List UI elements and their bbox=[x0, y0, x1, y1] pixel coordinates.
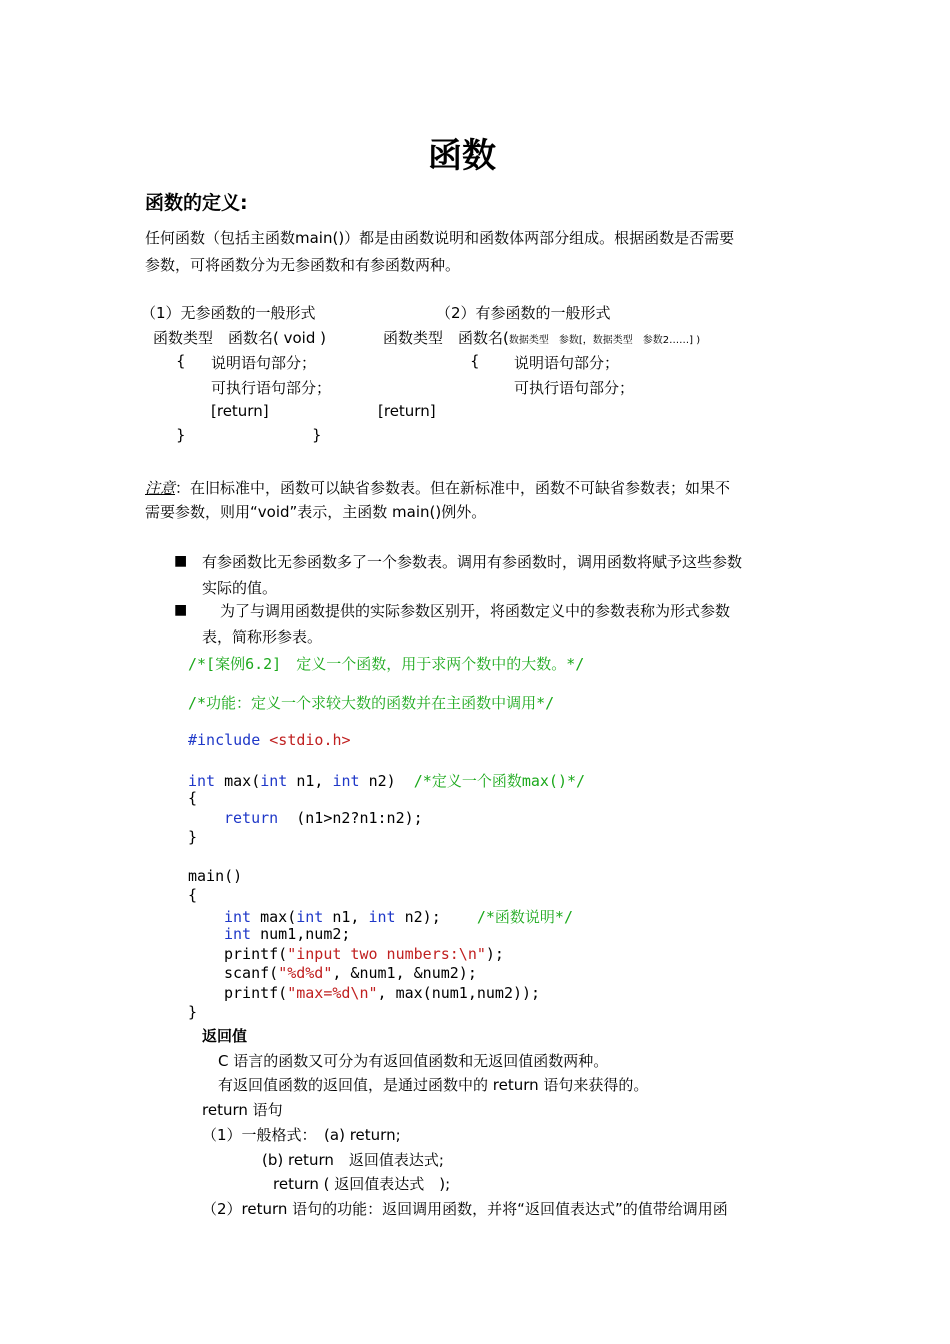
code-token: max( bbox=[260, 908, 297, 926]
bullet-1-line-1: 有参函数比无参函数多了一个参数表。调用有参函数时，调用函数将赋予这些参数 bbox=[202, 553, 743, 571]
bullet-2-line-1: 为了与调用函数提供的实际参数区别开，将函数定义中的参数表称为形式参数 bbox=[220, 602, 731, 620]
return-format-b: (b) return 返回值表达式; bbox=[262, 1151, 444, 1169]
form-left-open-brace: { bbox=[176, 352, 186, 370]
code-kw-int: int bbox=[296, 908, 324, 926]
bullet-1-line-2: 实际的值。 bbox=[202, 579, 278, 597]
code-token: n2) bbox=[368, 772, 396, 790]
code-close-brace-2: } bbox=[188, 1003, 198, 1021]
return-line-1: C 语言的函数又可分为有返回值函数和无返回值函数两种。 bbox=[218, 1052, 609, 1070]
form-left-line2: 可执行语句部分； bbox=[211, 379, 332, 397]
bullet-2-line-2: 表，简称形参表。 bbox=[202, 628, 323, 646]
form-right-open-brace: { bbox=[470, 352, 480, 370]
code-scanf-line bbox=[224, 964, 477, 982]
code-kw-int: int bbox=[332, 772, 360, 790]
return-format-c: return ( 返回值表达式 ); bbox=[273, 1175, 451, 1193]
code-include-keyword: #include bbox=[188, 731, 261, 749]
code-comment-1: /*[案例6.2] 定义一个函数，用于求两个数中的大数。*/ bbox=[188, 655, 585, 673]
code-printf2-line bbox=[224, 984, 540, 1002]
code-kw-return: return bbox=[224, 809, 279, 827]
form-right-decl-main: 函数类型 函数名( bbox=[383, 329, 509, 347]
intro-line-1: 任何函数（包括主函数main()）都是由函数说明和函数体两部分组成。根据函数是否需要 bbox=[145, 229, 735, 247]
code-include-file: <stdio.h> bbox=[269, 731, 351, 749]
code-comment-2: /*功能：定义一个求较大数的函数并在主函数中调用*/ bbox=[188, 694, 555, 712]
code-kw-int: int bbox=[224, 908, 252, 926]
return-function: （2）return 语句的功能：返回调用函数，并将“返回值表达式”的值带给调用函 bbox=[202, 1200, 728, 1218]
note-line-1 bbox=[145, 477, 730, 498]
code-token: num1,num2; bbox=[260, 925, 351, 943]
code-proto-line bbox=[224, 906, 573, 927]
code-token: n1, bbox=[296, 772, 324, 790]
code-token: n2); bbox=[404, 908, 441, 926]
note-label: 注意 bbox=[145, 479, 176, 497]
form-left-return: [return] bbox=[211, 402, 269, 420]
form-left-line1: 说明语句部分； bbox=[211, 354, 317, 372]
code-token: printf( bbox=[224, 945, 288, 963]
code-def-comment: /*定义一个函数max()*/ bbox=[413, 772, 586, 790]
code-token: ); bbox=[485, 945, 504, 963]
form-right-decl bbox=[383, 327, 700, 348]
form-right-return: [return] bbox=[378, 402, 436, 420]
form-left-title: （1）无参函数的一般形式 bbox=[141, 304, 316, 322]
code-def-line bbox=[188, 770, 585, 791]
form-right-line1: 说明语句部分； bbox=[514, 354, 620, 372]
page-title: 函数 bbox=[428, 136, 496, 176]
code-string: "input two numbers:\n" bbox=[287, 945, 486, 963]
code-token: , max(num1,num2)); bbox=[377, 984, 541, 1002]
section-heading: 函数的定义: bbox=[145, 192, 248, 214]
code-close-brace-1: } bbox=[188, 828, 198, 846]
intro-line-2: 参数，可将函数分为无参函数和有参函数两种。 bbox=[145, 256, 461, 274]
code-token: scanf( bbox=[224, 964, 279, 982]
code-string: "%d%d" bbox=[278, 964, 333, 982]
code-kw-int: int bbox=[188, 772, 216, 790]
code-proto-comment: /*函数说明*/ bbox=[476, 908, 573, 926]
code-token: printf( bbox=[224, 984, 288, 1002]
form-right-title: （2）有参函数的一般形式 bbox=[436, 304, 611, 322]
code-kw-int: int bbox=[224, 925, 252, 943]
code-open-brace-2: { bbox=[188, 886, 198, 904]
note-text-1: ：在旧标准中，函数可以缺省参数表。但在新标准中，函数不可缺省参数表；如果不 bbox=[175, 479, 731, 497]
form-left-close-brace: } bbox=[176, 426, 186, 444]
return-heading: 返回值 bbox=[202, 1027, 248, 1045]
code-string: "max=%d\n" bbox=[287, 984, 378, 1002]
form-right-line2: 可执行语句部分； bbox=[514, 379, 635, 397]
code-return-line bbox=[224, 809, 423, 827]
form-right-close-brace: } bbox=[312, 426, 322, 444]
code-printf1-line bbox=[224, 945, 504, 963]
code-main: main() bbox=[188, 867, 243, 885]
form-left-decl: 函数类型 函数名( void ) bbox=[153, 329, 326, 347]
code-open-brace-1: { bbox=[188, 789, 198, 807]
return-line-3: return 语句 bbox=[202, 1101, 283, 1119]
code-kw-int: int bbox=[368, 908, 396, 926]
return-line-2: 有返回值函数的返回值，是通过函数中的 return 语句来获得的。 bbox=[218, 1076, 649, 1094]
bullet-mark-2: ■ bbox=[174, 602, 188, 618]
form-right-decl-params: 数据类型 参数[，数据类型 参数2……] ) bbox=[508, 335, 701, 346]
note-line-2: 需要参数，则用“void”表示，主函数 main()例外。 bbox=[145, 503, 487, 521]
code-token: (n1>n2?n1:n2); bbox=[296, 809, 423, 827]
code-kw-int: int bbox=[260, 772, 288, 790]
bullet-mark-1: ■ bbox=[174, 553, 188, 569]
return-format-a: （1）一般格式： (a) return; bbox=[202, 1126, 401, 1144]
code-token: , &num1, &num2); bbox=[332, 964, 477, 982]
code-decl-line bbox=[224, 925, 350, 943]
code-token: max( bbox=[224, 772, 261, 790]
code-token: n1, bbox=[332, 908, 360, 926]
code-include-line bbox=[188, 731, 351, 749]
